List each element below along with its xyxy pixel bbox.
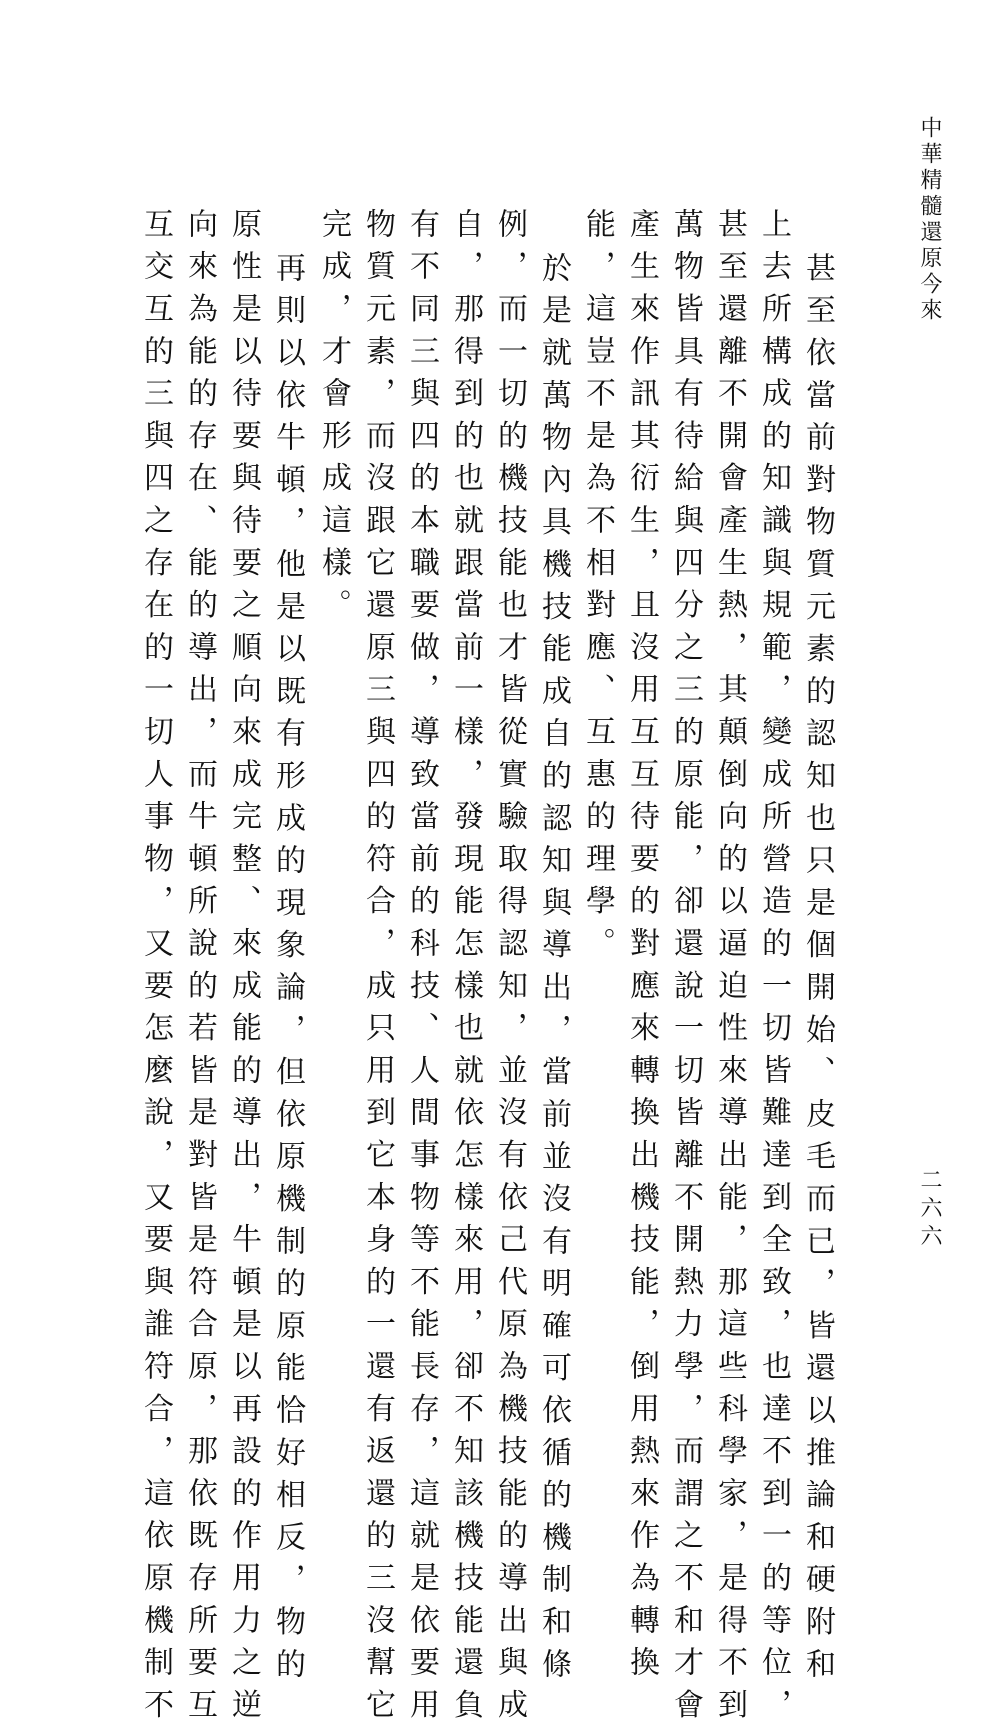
text-column: 向來為能的存在、能的導出，而牛頓所說的若皆是對皆是符合原，那依既存所要互	[182, 208, 217, 1731]
text-column: 再則以依牛頓，他是以既有形成的現象論，但依原機制的原能恰好相反，物的	[270, 252, 305, 1691]
text-column: 甚至還離不開會產生熱，其顛倒向的以逼迫性來導出能，那這些科學家，是得不到	[712, 208, 747, 1731]
text-column: 於是就萬物內具機技能成自的認知與導出，當前並沒有明確可依循的機制和條	[536, 252, 571, 1691]
text-column: 能，這豈不是為不相對應、互惠的理學。	[580, 208, 615, 970]
text-column: 互交互的三與四之存在的一切人事物，又要怎麼說，又要與誰符合，這依原機制不	[138, 208, 173, 1731]
text-column: 完成，才會形成這樣。	[316, 208, 351, 631]
text-column: 上去所構成的知識與規範，變成所營造的一切皆難達到全致，也達不到一的等位，	[756, 208, 791, 1731]
text-column: 物質元素，而沒跟它還原三與四的符合，成只用到它本身的一還有返還的三沒幫它	[360, 208, 395, 1731]
page-number: 二六六	[917, 1168, 942, 1252]
text-column: 產生來作訊其衍生，且沒用互互待要的對應來轉換出機技能，倒用熱來作為轉換	[624, 208, 659, 1689]
text-column: 原性是以待要與待要之順向來成完整、來成能的導出，牛頓是以再設的作用力之逆	[226, 208, 261, 1731]
text-column: 萬物皆具有待給與四分之三的原能，卻還說一切皆離不開熱力學，而謂之不和才會	[668, 208, 703, 1731]
text-column: 甚至依當前對物質元素的認知也只是個開始、皮毛而已，皆還以推論和硬附和	[800, 252, 835, 1691]
text-column: 自，那得到的也就跟當前一樣，發現能怎樣也就依怎樣來用，卻不知該機技能還負	[448, 208, 483, 1731]
text-column: 有不同三與四的本職要做，導致當前的科技、人間事物等不能長存，這就是依要用	[404, 208, 439, 1731]
text-column: 例，而一切的機技能也才皆從實驗取得認知，並沒有依己代原為機技能的導出與成	[492, 208, 527, 1731]
running-head: 中華精髓還原今來	[917, 116, 942, 324]
